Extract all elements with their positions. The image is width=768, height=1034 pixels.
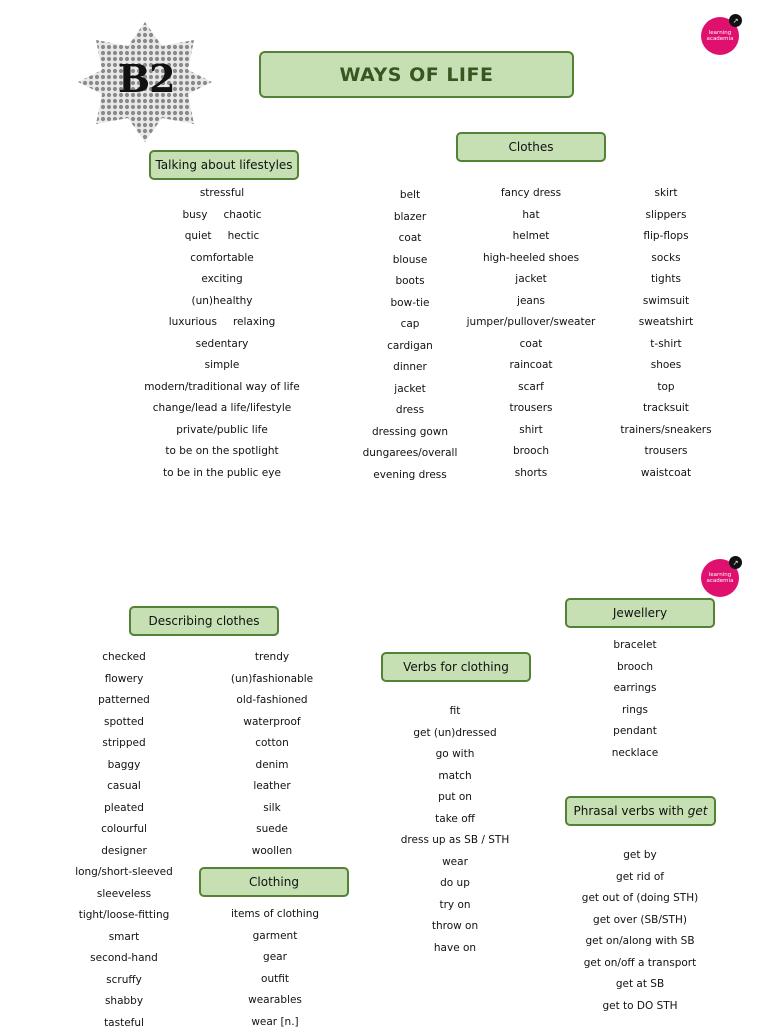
list-item: colourful	[64, 819, 184, 841]
list-item: t-shirt	[606, 334, 726, 356]
verbs-list	[385, 701, 525, 959]
list-item: dungarees/overall	[350, 443, 470, 465]
clothes-column-1	[350, 185, 470, 486]
list-item: wear [n.]	[211, 1012, 339, 1034]
list-item: try on	[385, 895, 525, 917]
logo-text-1: learning	[709, 30, 731, 36]
phrasal-heading-text: Phrasal verbs with	[574, 804, 688, 818]
list-item: slippers	[606, 205, 726, 227]
list-item: blazer	[350, 207, 470, 229]
list-item: get to DO STH	[565, 996, 715, 1018]
list-item: dress	[350, 400, 470, 422]
jewellery-list	[575, 635, 695, 764]
academy-logo-2	[701, 559, 739, 597]
list-item: sedentary	[124, 334, 320, 356]
list-item: waistcoat	[606, 463, 726, 485]
list-item: garment	[211, 926, 339, 948]
list-item: shabby	[64, 991, 184, 1013]
list-item: flip-flops	[606, 226, 726, 248]
list-item: casual	[64, 776, 184, 798]
phrasal-verbs-list	[565, 845, 715, 1017]
list-item: shirt	[456, 420, 606, 442]
list-item: belt	[350, 185, 470, 207]
list-item: simple	[124, 355, 320, 377]
list-item: modern/traditional way of life	[124, 377, 320, 399]
list-item: silk	[212, 798, 332, 820]
list-item: put on	[385, 787, 525, 809]
list-item: fancy dress	[456, 183, 606, 205]
list-item: woollen	[212, 841, 332, 863]
logo-text-1: learning	[709, 572, 731, 578]
list-item: boots	[350, 271, 470, 293]
list-item: cardigan	[350, 336, 470, 358]
clothes-column-2	[456, 183, 606, 484]
list-item: hat	[456, 205, 606, 227]
list-item: tight/loose-fitting	[64, 905, 184, 927]
list-item: get on/along with SB	[565, 931, 715, 953]
list-item: shoes	[606, 355, 726, 377]
describing-column-2	[212, 647, 332, 862]
list-item: stripped	[64, 733, 184, 755]
list-item: (un)healthy	[124, 291, 320, 313]
list-item: evening dress	[350, 465, 470, 487]
list-item: exciting	[124, 269, 320, 291]
list-item: fit	[385, 701, 525, 723]
list-item: patterned	[64, 690, 184, 712]
list-item: luxurious relaxing	[124, 312, 320, 334]
list-item: match	[385, 766, 525, 788]
list-item: take off	[385, 809, 525, 831]
list-item: brooch	[456, 441, 606, 463]
describing-column-1	[64, 647, 184, 1034]
list-item: shorts	[456, 463, 606, 485]
list-item: wearables	[211, 990, 339, 1012]
describing-clothes-heading: Describing clothes	[129, 606, 279, 636]
logo-text-2: academia	[707, 578, 734, 584]
list-item: to be on the spotlight	[124, 441, 320, 463]
list-item: get rid of	[565, 867, 715, 889]
list-item: cap	[350, 314, 470, 336]
list-item: dress up as SB / STH	[385, 830, 525, 852]
list-item: scarf	[456, 377, 606, 399]
list-item: spotted	[64, 712, 184, 734]
list-item: top	[606, 377, 726, 399]
academy-logo	[701, 17, 739, 55]
list-item: long/short-sleeved	[64, 862, 184, 884]
list-item: scruffy	[64, 970, 184, 992]
list-item: bracelet	[575, 635, 695, 657]
list-item: high-heeled shoes	[456, 248, 606, 270]
list-item: waterproof	[212, 712, 332, 734]
list-item: throw on	[385, 916, 525, 938]
list-item: get on/off a transport	[565, 953, 715, 975]
list-item: do up	[385, 873, 525, 895]
list-item: get (un)dressed	[385, 723, 525, 745]
list-item: dinner	[350, 357, 470, 379]
list-item: jumper/pullover/sweater	[456, 312, 606, 334]
list-item: jeans	[456, 291, 606, 313]
lifestyles-list	[124, 183, 320, 484]
list-item: flowery	[64, 669, 184, 691]
list-item: raincoat	[456, 355, 606, 377]
list-item: go with	[385, 744, 525, 766]
list-item: dressing gown	[350, 422, 470, 444]
list-item: coat	[456, 334, 606, 356]
list-item: get by	[565, 845, 715, 867]
list-item: get out of (doing STH)	[565, 888, 715, 910]
list-item: busy chaotic	[124, 205, 320, 227]
list-item: jacket	[456, 269, 606, 291]
list-item: outfit	[211, 969, 339, 991]
phrasal-heading-emphasis: get	[688, 804, 708, 818]
list-item: stressful	[124, 183, 320, 205]
list-item: to be in the public eye	[124, 463, 320, 485]
list-item: baggy	[64, 755, 184, 777]
list-item: checked	[64, 647, 184, 669]
list-item: get at SB	[565, 974, 715, 996]
list-item: tasteful	[64, 1013, 184, 1034]
list-item: change/lead a life/lifestyle	[124, 398, 320, 420]
list-item: earrings	[575, 678, 695, 700]
list-item: swimsuit	[606, 291, 726, 313]
clothing-heading: Clothing	[199, 867, 349, 897]
list-item: items of clothing	[211, 904, 339, 926]
level-label: B2	[118, 56, 175, 101]
list-item: tracksuit	[606, 398, 726, 420]
list-item: tights	[606, 269, 726, 291]
list-item: private/public life	[124, 420, 320, 442]
list-item: sweatshirt	[606, 312, 726, 334]
list-item: suede	[212, 819, 332, 841]
list-item: cotton	[212, 733, 332, 755]
list-item: old-fashioned	[212, 690, 332, 712]
page-title: WAYS OF LIFE	[259, 51, 574, 98]
list-item: quiet hectic	[124, 226, 320, 248]
clothes-heading: Clothes	[456, 132, 606, 162]
list-item: gear	[211, 947, 339, 969]
graduation-cap-icon: ↗	[729, 14, 742, 27]
list-item: necklace	[575, 743, 695, 765]
list-item: sleeveless	[64, 884, 184, 906]
graduation-cap-icon: ↗	[729, 556, 742, 569]
jewellery-heading: Jewellery	[565, 598, 715, 628]
phrasal-verbs-heading	[565, 796, 716, 826]
list-item: trousers	[606, 441, 726, 463]
list-item: comfortable	[124, 248, 320, 270]
list-item: coat	[350, 228, 470, 250]
verbs-heading: Verbs for clothing	[381, 652, 531, 682]
list-item: (un)fashionable	[212, 669, 332, 691]
list-item: trendy	[212, 647, 332, 669]
list-item: brooch	[575, 657, 695, 679]
list-item: designer	[64, 841, 184, 863]
list-item: blouse	[350, 250, 470, 272]
list-item: jacket	[350, 379, 470, 401]
clothes-column-3	[606, 183, 726, 484]
list-item: smart	[64, 927, 184, 949]
list-item: rings	[575, 700, 695, 722]
list-item: second-hand	[64, 948, 184, 970]
list-item: pendant	[575, 721, 695, 743]
list-item: leather	[212, 776, 332, 798]
lifestyles-heading: Talking about lifestyles	[149, 150, 299, 180]
clothing-list	[211, 904, 339, 1033]
list-item: socks	[606, 248, 726, 270]
list-item: helmet	[456, 226, 606, 248]
list-item: wear	[385, 852, 525, 874]
list-item: denim	[212, 755, 332, 777]
list-item: trousers	[456, 398, 606, 420]
list-item: trainers/sneakers	[606, 420, 726, 442]
list-item: bow-tie	[350, 293, 470, 315]
list-item: skirt	[606, 183, 726, 205]
logo-text-2: academia	[707, 36, 734, 42]
list-item: have on	[385, 938, 525, 960]
list-item: pleated	[64, 798, 184, 820]
list-item: get over (SB/STH)	[565, 910, 715, 932]
